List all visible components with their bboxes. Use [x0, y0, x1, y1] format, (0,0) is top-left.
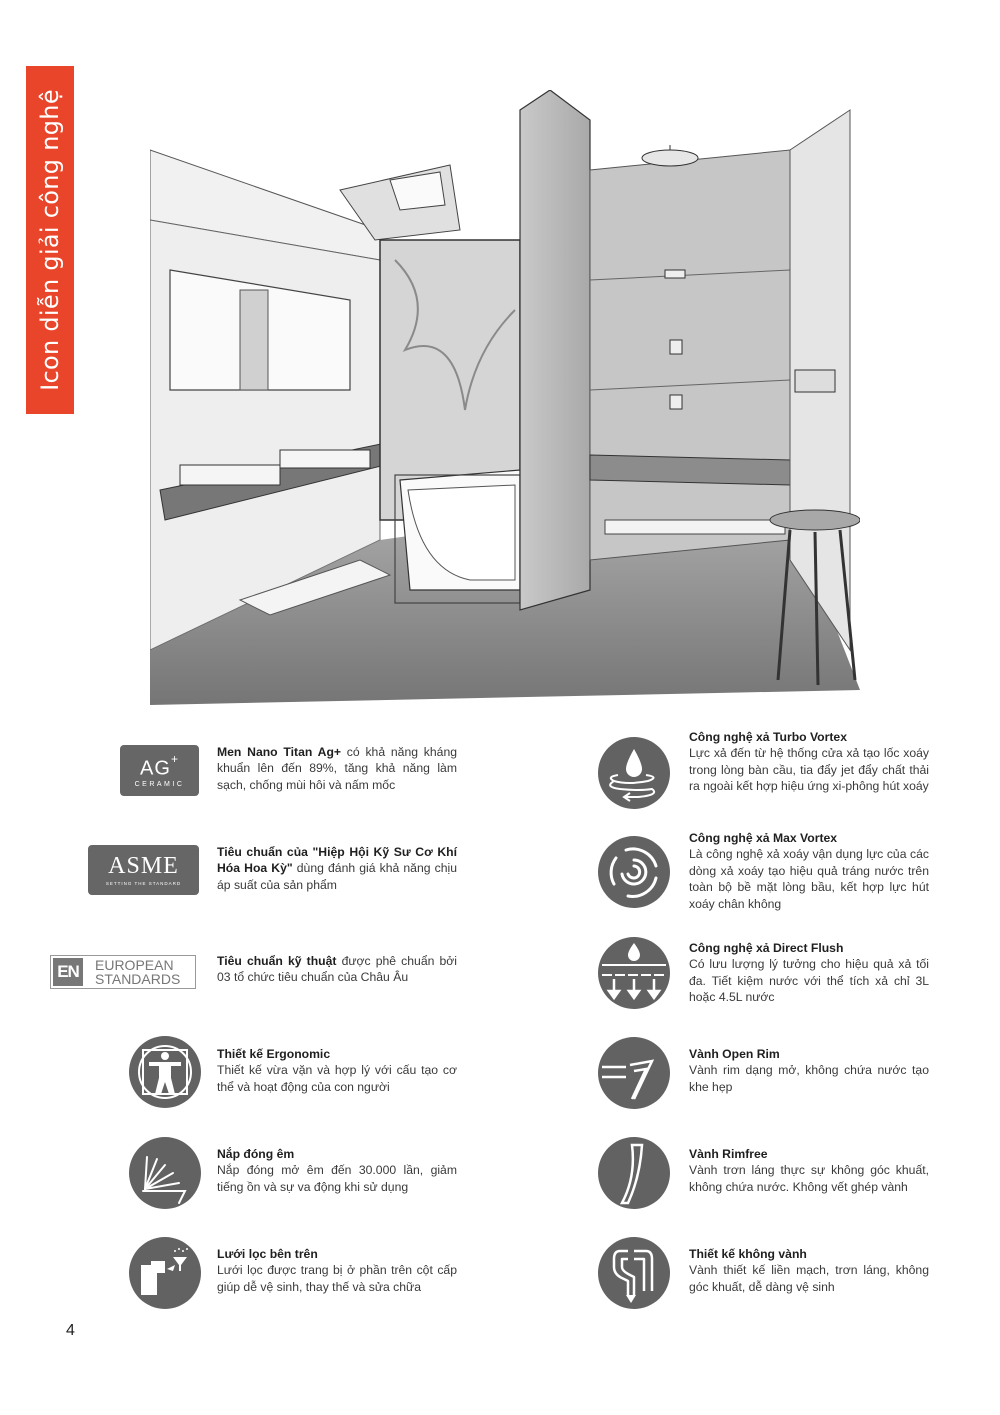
feature-description: Vành rim dạng mở, không chứa nước tạo khe hẹp	[689, 1063, 929, 1094]
feature-description: Nắp đóng mở êm đến 30.000 lần, giảm tiếng ồn và sự va động khi sử dụng	[217, 1163, 457, 1194]
ag-badge-sup: +	[170, 751, 179, 766]
feature-title: Thiết kế không vành	[689, 1247, 807, 1261]
feature-description: Vành thiết kế liền mạch, trơn láng, không góc khuất, dễ dàng vệ sinh	[689, 1263, 929, 1294]
side-banner	[26, 66, 74, 414]
feature-title: Công nghệ xả Max Vortex	[689, 831, 838, 845]
en-line1: EUROPEAN	[95, 957, 174, 973]
rimless-design-icon	[598, 1237, 670, 1309]
feature-asme	[217, 844, 457, 893]
feature-title: Nắp đóng êm	[217, 1147, 295, 1161]
feature-title: Thiết kế Ergonomic	[217, 1047, 331, 1061]
feature-description: Lực xả đến từ hệ thống cửa xả tạo lốc xoáy trong lòng bàn cầu, tia đẩy jet đẩy chất thải ra ngoài kết hợp hiệu ứng xi-phông hút xoáy	[689, 746, 929, 794]
feature-rimfree	[689, 1146, 929, 1195]
turbo-vortex-icon	[598, 737, 670, 809]
feature-description: có khả năng kháng khuẩn lên đến 89%, tăng khả năng làm sạch, chống mùi hôi và nấm mốc	[217, 745, 457, 792]
feature-description: Thiết kế vừa vặn và hợp lý với cấu tạo cơ thể và hoạt động của con người	[217, 1063, 457, 1094]
feature-turbo-vortex	[689, 729, 929, 795]
feature-description: Là công nghệ xả xoáy vận dụng lực của các dòng xả xoáy tạo hiệu quả tráng nước trên toàn bộ bề mặt lòng bầu, kết hợp lực hút xoáy chân không	[689, 847, 929, 911]
feature-european-standards	[217, 953, 457, 986]
asme-badge	[88, 845, 199, 895]
feature-description: được phê chuẩn bởi 03 tổ chức tiêu chuẩn của Châu Âu	[217, 954, 457, 985]
feature-title: Men Nano Titan Ag+	[217, 745, 342, 759]
feature-title: Tiêu chuẩn kỹ thuật	[217, 954, 337, 968]
feature-title: Công nghệ xả Direct Flush	[689, 941, 844, 955]
european-standards-badge	[50, 955, 196, 989]
feature-max-vortex	[689, 830, 929, 912]
bathroom-illustration	[150, 90, 860, 705]
open-rim-icon	[598, 1037, 670, 1109]
en-mark	[53, 958, 83, 986]
feature-title: Vành Rimfree	[689, 1147, 768, 1161]
asme-badge-text: ASME	[108, 853, 179, 879]
direct-flush-icon	[598, 937, 670, 1009]
ag-ceramic-badge	[120, 745, 199, 796]
feature-description: dùng đánh giá khả năng chịu áp suất của sản phẩm	[217, 861, 457, 892]
en-line2: STANDARDS	[95, 971, 181, 987]
feature-description: Lưới lọc được trang bị ở phần trên cột cấp giúp dễ vệ sinh, thay thế và sửa chữa	[217, 1263, 457, 1294]
page-number: 4	[66, 1322, 75, 1339]
feature-title: Vành Open Rim	[689, 1047, 780, 1061]
feature-title: Công nghệ xả Turbo Vortex	[689, 730, 847, 744]
feature-soft-close	[217, 1146, 457, 1195]
asme-badge-sub: SETTING THE STANDARD	[105, 881, 182, 886]
max-vortex-icon	[598, 836, 670, 908]
feature-top-filter	[217, 1246, 457, 1295]
ag-badge-sub: CERAMIC	[134, 781, 185, 789]
feature-description: Vành trơn láng thực sự không góc khuất, không chứa nước. Không vết ghép vành	[689, 1163, 929, 1194]
en-mark-text: EN	[57, 962, 79, 981]
ergonomic-icon	[129, 1036, 201, 1108]
side-banner-title: Icon diễn giải công nghệ	[36, 89, 65, 391]
soft-close-lid-icon	[129, 1137, 201, 1209]
feature-title: Tiêu chuẩn của "Hiệp Hội Kỹ Sư Cơ Khí Hóa Hoa Kỳ"	[217, 845, 457, 876]
feature-description: Có lưu lượng lý tưởng cho hiệu quả xả tối đa. Tiết kiệm nước với thể tích xả chỉ 3L hoặc 4.5L nước	[689, 957, 929, 1005]
feature-open-rim	[689, 1046, 929, 1095]
ag-badge-text: AG	[140, 757, 171, 780]
rimfree-icon	[598, 1137, 670, 1209]
feature-title: Lưới lọc bên trên	[217, 1247, 318, 1261]
feature-direct-flush	[689, 940, 929, 1006]
feature-ag-ceramic	[217, 744, 457, 793]
feature-ergonomic	[217, 1046, 457, 1095]
top-filter-icon	[129, 1237, 201, 1309]
feature-rimless-design	[689, 1246, 929, 1295]
